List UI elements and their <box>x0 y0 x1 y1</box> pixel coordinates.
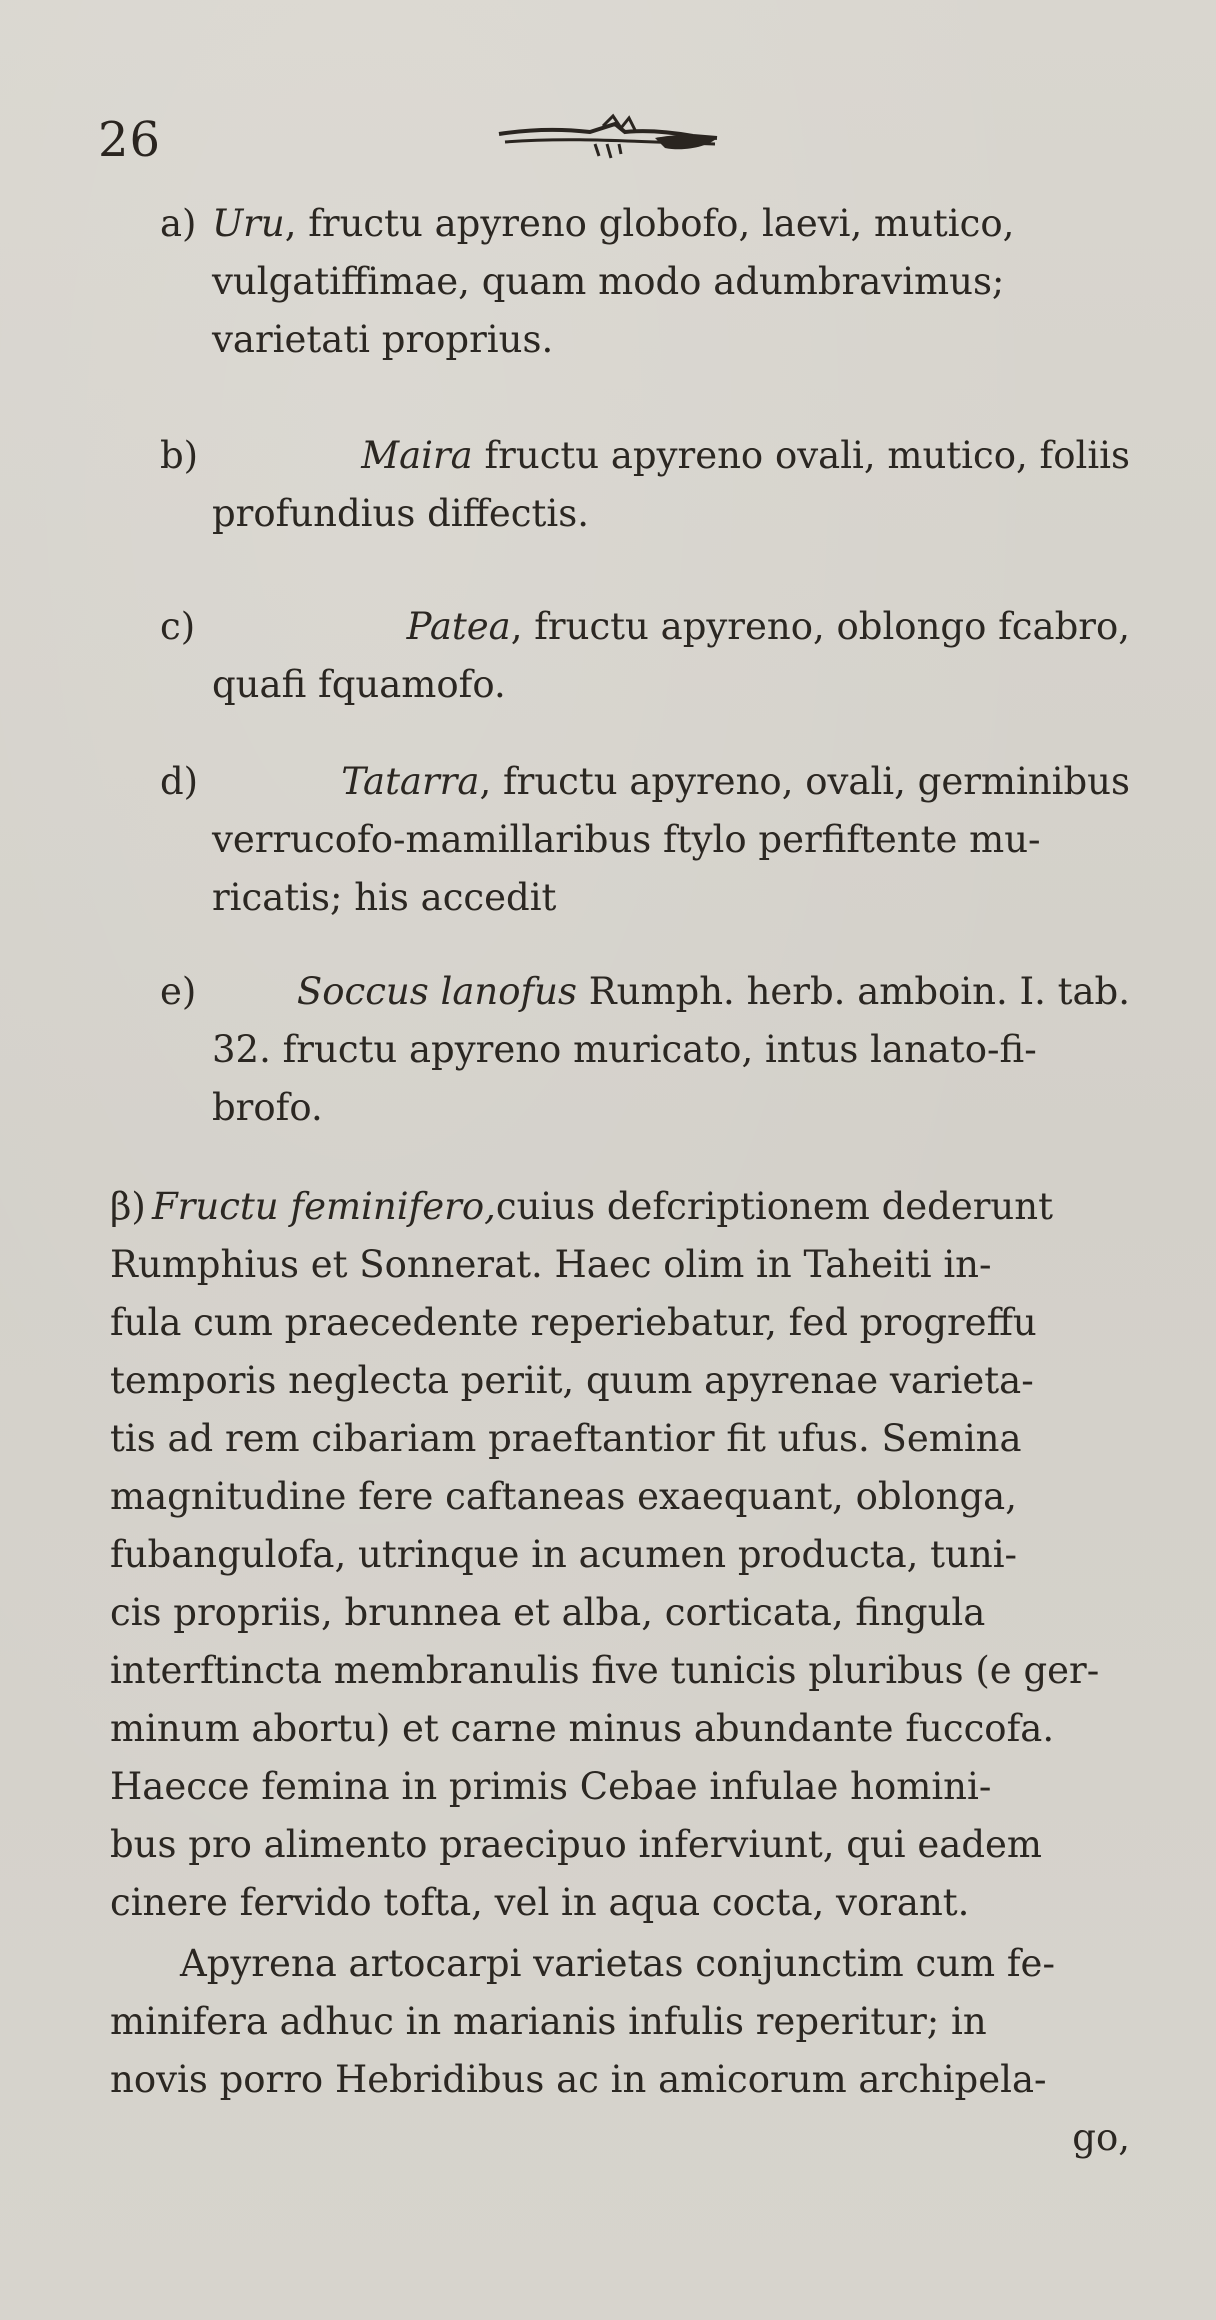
text-line: cinere fervido tofta, vel in aqua cocta, vorant. <box>110 1881 970 1924</box>
text-line <box>110 1178 1130 1236</box>
text-line <box>110 195 1130 253</box>
text-line: 32. fructu apyreno muricato, intus lanato-fi- <box>212 1028 1037 1071</box>
beta-marker: β) <box>110 1185 146 1228</box>
text-segment: , fructu apyreno, oblongo fcabro, <box>510 605 1130 648</box>
text-line: minifera adhuc in marianis infulis reperitur; in <box>110 2000 987 2043</box>
variety-entry <box>110 195 1130 369</box>
text-line: Rumphius et Sonnerat. Haec olim in Taheiti in- <box>110 1243 992 1286</box>
text-line: bus pro alimento praecipuo inferviunt, qui eadem <box>110 1823 1043 1866</box>
text-line: tis ad rem cibariam praeftantior fit ufus. Semina <box>110 1417 1022 1460</box>
text-line: profundius diffectis. <box>212 492 589 535</box>
text-line: magnitudine fere caftaneas exaequant, oblonga, <box>110 1475 1017 1518</box>
text-line <box>110 963 1130 1021</box>
text-line: Haecce femina in primis Cebae infulae homini- <box>110 1765 992 1808</box>
text-segment: Rumph. herb. amboin. I. tab. <box>577 970 1130 1013</box>
text-line: fula cum praecedente reperiebatur, fed progreffu <box>110 1301 1037 1344</box>
text-segment: fructu apyreno ovali, mutico, foliis <box>472 434 1130 477</box>
text-line: interftincta membranulis five tunicis pluribus (e ger- <box>110 1649 1100 1692</box>
text-line: novis porro Hebridibus ac in amicorum archipela- <box>110 2058 1047 2101</box>
variety-name: Patea <box>406 605 511 648</box>
text-line: temporis neglecta periit, quum apyrenae varieta- <box>110 1359 1034 1402</box>
variety-marker: b) <box>160 434 199 477</box>
text-line: fubangulofa, utrinque in acumen producta, tuni- <box>110 1533 1018 1576</box>
variety-entry <box>110 427 1130 543</box>
closing-paragraph <box>110 1935 1130 2167</box>
text-line <box>110 427 1130 485</box>
text-line <box>110 753 1130 811</box>
text-line: verrucofo-mamillaribus ftylo perfiftente mu- <box>212 818 1041 861</box>
text-line: brofo. <box>212 1086 323 1129</box>
catchword: go, <box>1072 2116 1130 2159</box>
variety-name: Tatarra <box>341 760 480 803</box>
text-line: quafi fquamofo. <box>212 663 506 706</box>
text-line: minum abortu) et carne minus abundante fuccofa. <box>110 1707 1055 1750</box>
variety-name: Uru <box>212 202 285 245</box>
variety-entry <box>110 598 1130 714</box>
page-number: 26 <box>98 112 162 168</box>
text-line: Apyrena artocarpi varietas conjunctim cum fe- <box>180 1942 1055 1985</box>
text-segment: , fructu apyreno, ovali, germinibus <box>479 760 1130 803</box>
text-line: varietati proprius. <box>212 318 554 361</box>
text-line: ricatis; his accedit <box>212 876 557 919</box>
variety-name: Maira <box>361 434 473 477</box>
variety-entry <box>110 963 1130 1137</box>
text-line: cis propriis, brunnea et alba, corticata, fingula <box>110 1591 986 1634</box>
beta-name: Fructu feminifero, <box>152 1185 496 1228</box>
text-line: vulgatiffimae, quam modo adumbravimus; <box>212 260 1005 303</box>
text-line-content <box>212 195 1130 253</box>
variety-name: Soccus lanofus <box>296 970 577 1013</box>
variety-entry <box>110 753 1130 927</box>
variety-marker: d) <box>160 760 199 803</box>
text-line <box>110 598 1130 656</box>
catchword-line <box>110 2109 1130 2167</box>
variety-marker: e) <box>160 970 197 1013</box>
beta-paragraph <box>110 1178 1130 1932</box>
scroll-ornament-icon <box>495 112 720 167</box>
variety-marker: a) <box>160 202 197 245</box>
text-segment: cuius defcriptionem dederunt <box>495 1185 1053 1228</box>
text-segment: , fructu apyreno globofo, laevi, mutico, <box>284 202 1015 245</box>
variety-marker: c) <box>160 605 196 648</box>
